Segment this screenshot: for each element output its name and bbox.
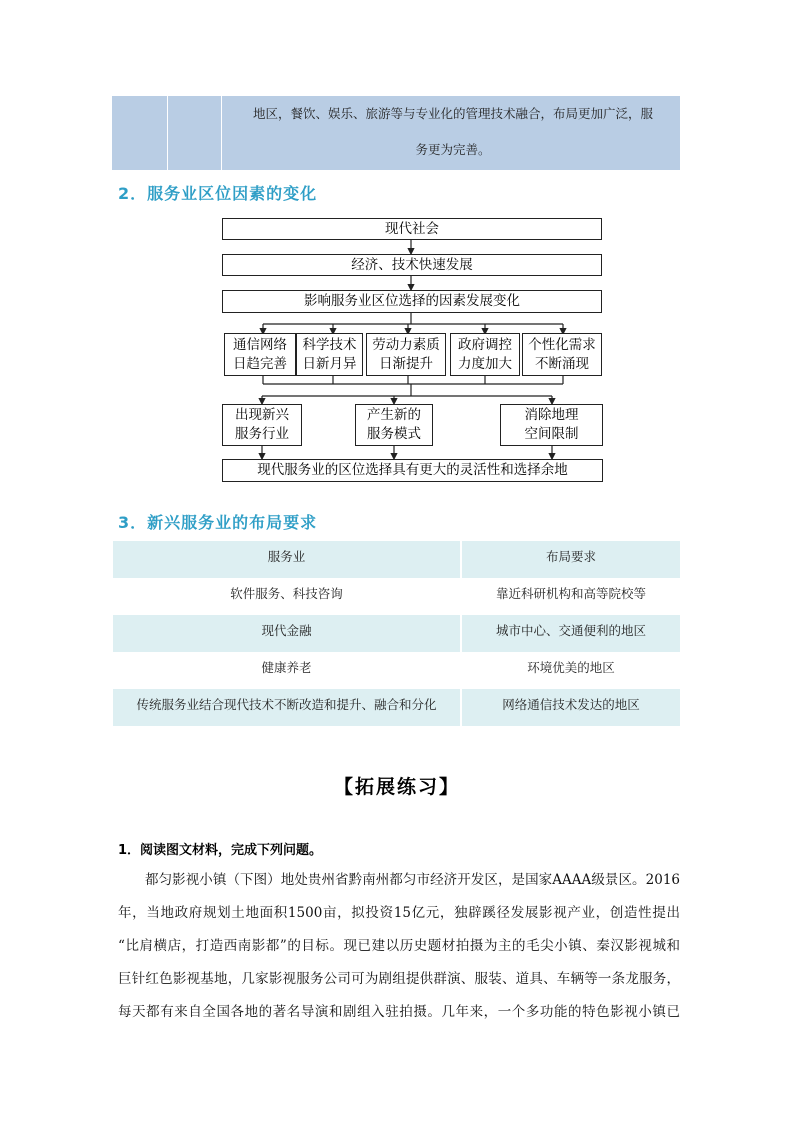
box-label: 力度加大 bbox=[458, 355, 512, 372]
box-label: 政府调控 bbox=[458, 336, 512, 353]
box-label: 不断涌现 bbox=[535, 355, 589, 372]
diagram-box-factor-change bbox=[222, 290, 602, 313]
box-label: 日新月异 bbox=[302, 355, 357, 372]
box-label: 现代社会 bbox=[385, 220, 439, 237]
table-cell-empty bbox=[168, 96, 222, 170]
section-heading-layout-requirements: 3．新兴服务业的布局要求 bbox=[118, 513, 318, 532]
extension-title: 【拓展练习】 bbox=[333, 776, 460, 798]
paragraph-line: 每天都有来自全国各地的著名导演和剧组入驻拍摄。几年来，一个多功能的特色影视小镇已 bbox=[118, 1004, 680, 1020]
diagram-box-modern-society bbox=[222, 218, 602, 240]
diagram-box-result bbox=[355, 404, 433, 446]
cell-requirement: 环境优美的地区 bbox=[461, 652, 680, 689]
box-label: 劳动力素质 bbox=[372, 336, 440, 353]
cell-service: 软件服务、科技咨询 bbox=[113, 578, 461, 615]
box-label: 产生新的 bbox=[367, 407, 421, 423]
layout-requirements-table bbox=[113, 541, 680, 726]
header-service: 服务业 bbox=[113, 541, 461, 578]
table-cell-empty bbox=[112, 96, 168, 170]
diagram-box-factor bbox=[522, 333, 602, 376]
table-row bbox=[113, 652, 680, 689]
cell-requirement: 靠近科研机构和高等院校等 bbox=[461, 578, 680, 615]
diagram-box-economy-tech bbox=[222, 254, 602, 276]
header-requirement: 布局要求 bbox=[461, 541, 680, 578]
box-label: 科学技术 bbox=[302, 336, 357, 353]
diagram-box-result bbox=[500, 404, 603, 446]
cell-requirement: 网络通信技术发达的地区 bbox=[461, 689, 680, 726]
box-label: 消除地理 bbox=[524, 407, 579, 423]
box-label: 空间限制 bbox=[524, 426, 579, 442]
table-text-line: 务更为完善。 bbox=[415, 142, 491, 157]
paragraph-line: 巨针红色影视基地，几家影视服务公司可为剧组提供群演、服装、道具、车辆等一条龙服务， bbox=[118, 971, 680, 987]
paragraph-line: 年，当地政府规划土地面积1500亩，拟投资15亿元，独辟蹊径发展影视产业，创造性提出 bbox=[118, 905, 680, 921]
table-row bbox=[113, 615, 680, 652]
cell-service: 传统服务业结合现代技术不断改造和提升、融合和分化 bbox=[113, 689, 461, 726]
table-cell-text bbox=[230, 96, 676, 168]
diagram-box-factor bbox=[450, 333, 520, 376]
diagram-box-factor bbox=[224, 333, 296, 376]
cell-requirement: 城市中心、交通便利的地区 bbox=[461, 615, 680, 652]
diagram-box-result bbox=[222, 404, 302, 446]
paragraph-line: 都匀影视小镇（下图）地处贵州省黔南州都匀市经济开发区，是国家AAAA级景区。2016 bbox=[145, 872, 680, 888]
table-header-row bbox=[113, 541, 680, 578]
box-label: 出现新兴 bbox=[235, 407, 289, 423]
diagram-box-factor bbox=[366, 333, 446, 376]
section-heading-location-factors: 2．服务业区位因素的变化 bbox=[118, 184, 318, 203]
box-label: 服务行业 bbox=[235, 426, 289, 442]
paragraph-line: “比肩横店，打造西南影都”的目标。现已建以历史题材拍摄为主的毛尖小镇、秦汉影视城和 bbox=[118, 938, 680, 954]
box-label: 个性化需求 bbox=[528, 336, 596, 353]
cell-service: 健康养老 bbox=[113, 652, 461, 689]
cell-service: 现代金融 bbox=[113, 615, 461, 652]
table-row bbox=[113, 689, 680, 726]
box-label: 经济、技术快速发展 bbox=[351, 256, 473, 273]
table-row bbox=[113, 578, 680, 615]
box-label: 影响服务业区位选择的因素发展变化 bbox=[304, 293, 520, 309]
box-label: 通信网络 bbox=[233, 336, 287, 353]
box-label: 日趋完善 bbox=[233, 355, 287, 372]
diagram-box-factor bbox=[296, 333, 363, 376]
top-table-fragment bbox=[112, 96, 680, 170]
question-title: 1．阅读图文材料，完成下列问题。 bbox=[118, 843, 323, 858]
table-text-line: 地区，餐饮、娱乐、旅游等与专业化的管理技术融合，布局更加广泛，服 bbox=[252, 106, 653, 121]
question-paragraph bbox=[118, 864, 680, 1029]
box-label: 日渐提升 bbox=[379, 355, 433, 372]
box-label: 现代服务业的区位选择具有更大的灵活性和选择余地 bbox=[257, 462, 568, 478]
box-label: 服务模式 bbox=[367, 426, 421, 442]
diagram-box-conclusion bbox=[222, 459, 603, 482]
